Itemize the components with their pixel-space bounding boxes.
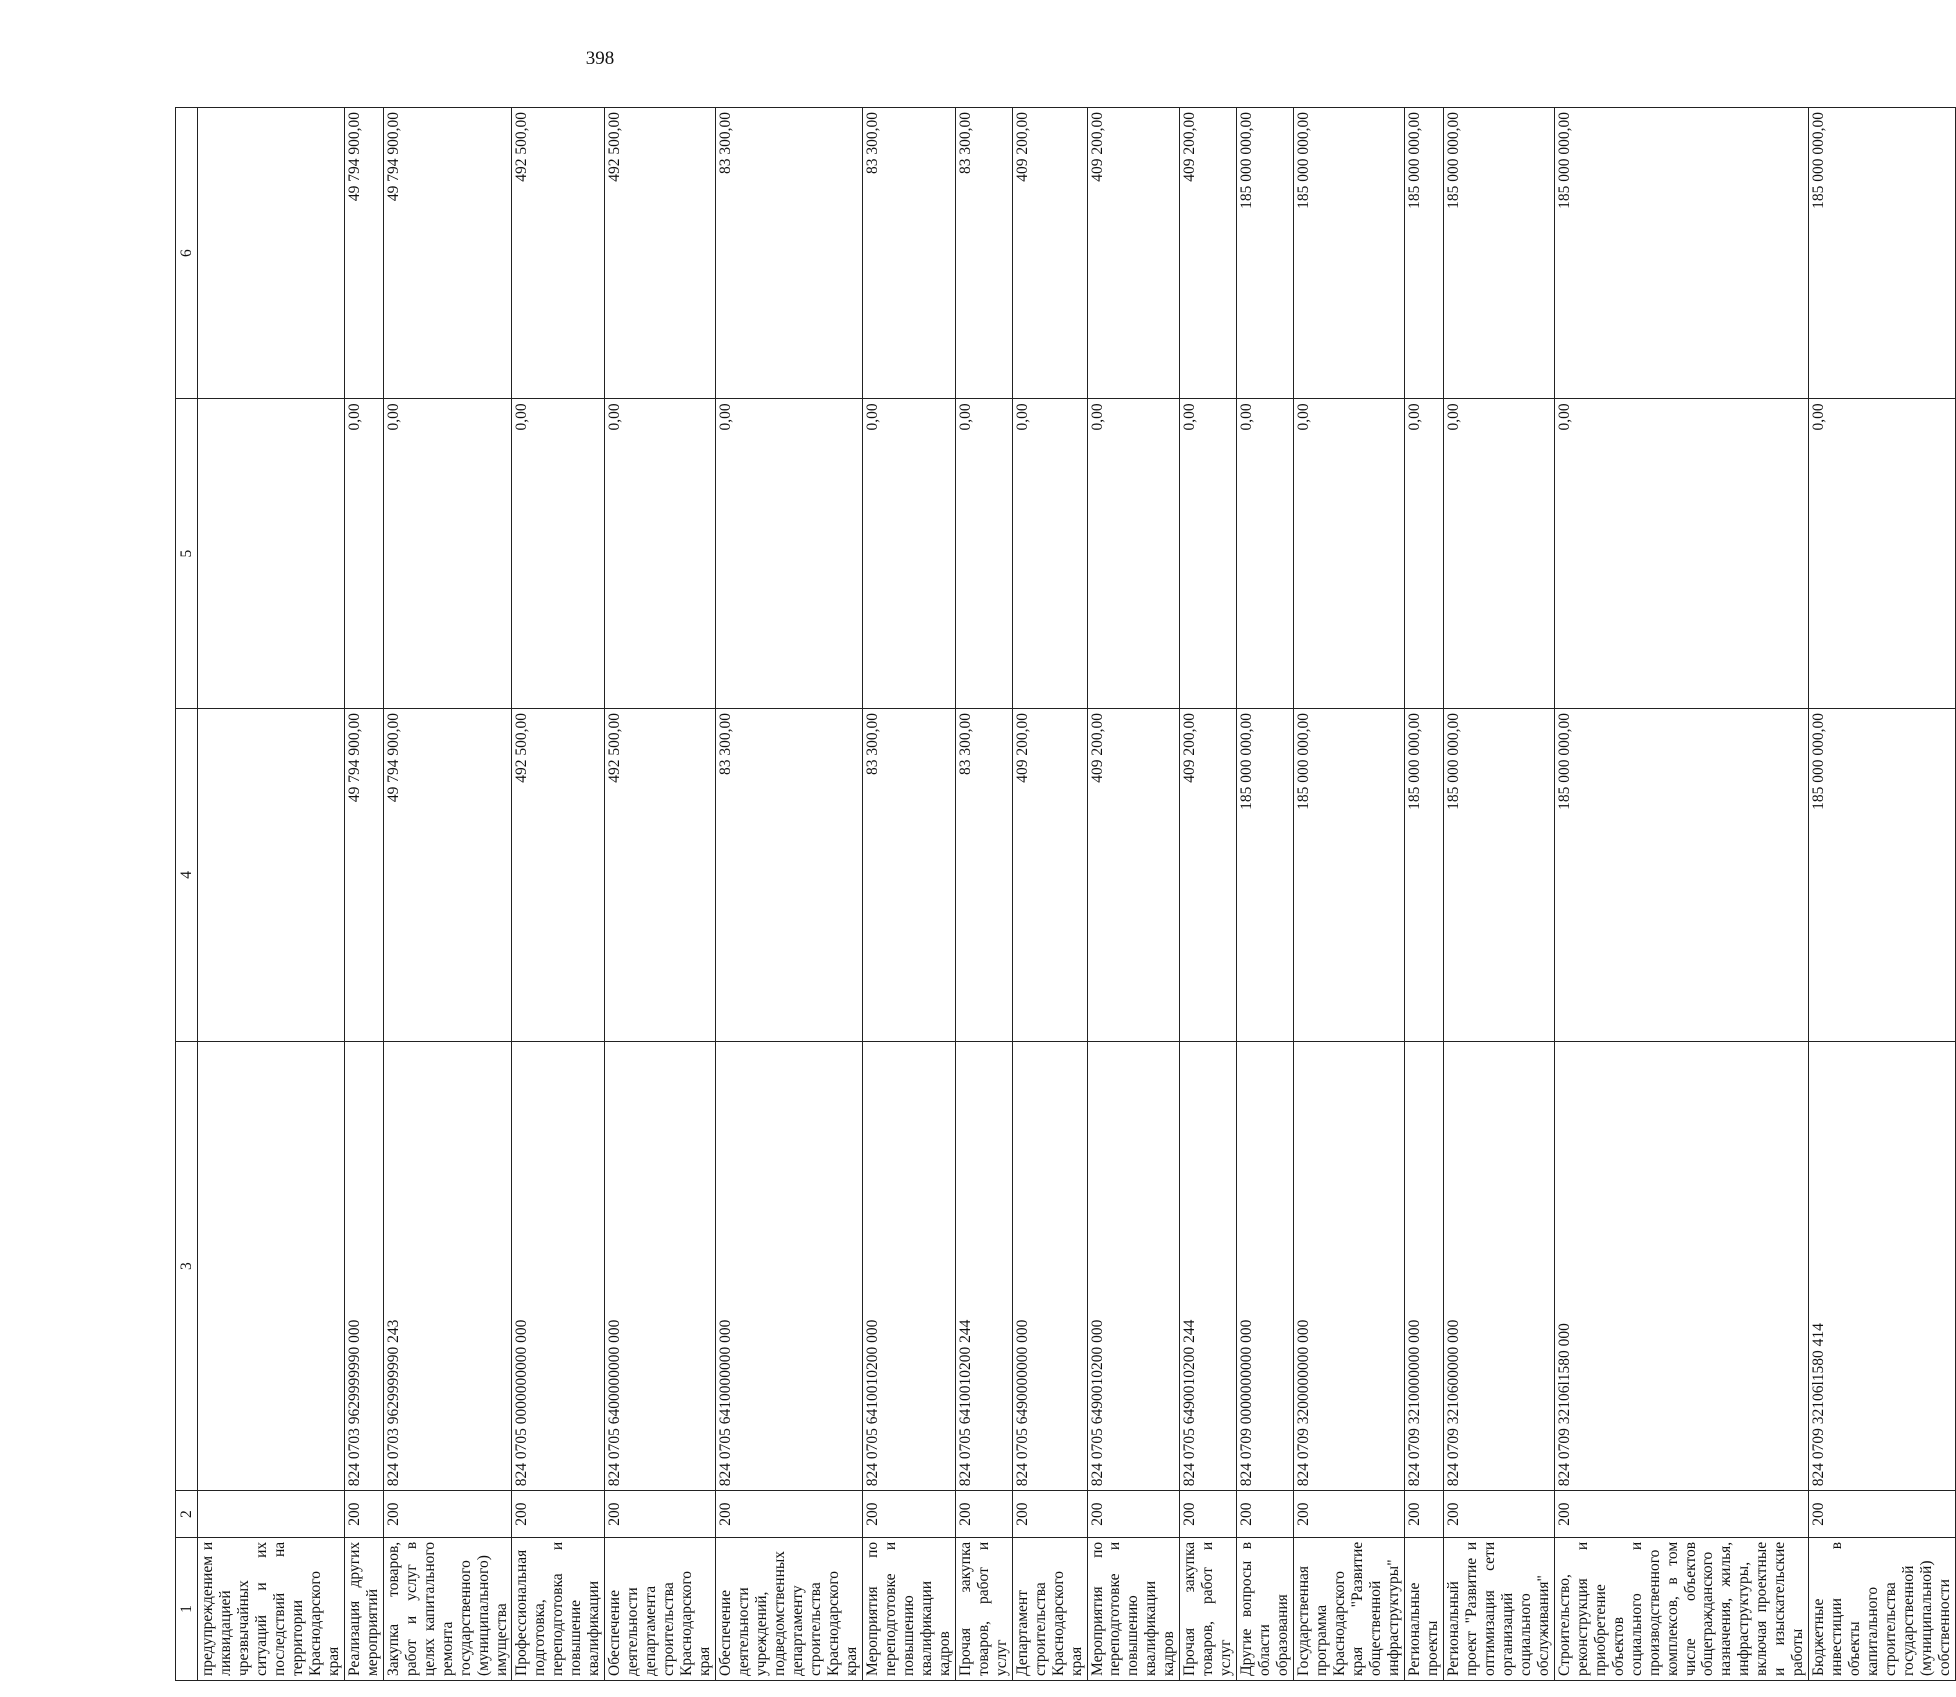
row-kbk: 824 0705 6490000000 000	[1012, 1041, 1087, 1490]
row-amount-col5: 0,00	[1443, 399, 1554, 709]
table-row	[383, 108, 512, 1681]
row-amount-col4: 83 300,00	[955, 708, 1012, 1041]
header-col-5: 5	[176, 399, 198, 709]
table-row	[512, 108, 605, 1681]
row-description: Обеспечение деятельности учреждений, подведомственных департаменту строительства Краснодарского края	[716, 1537, 863, 1680]
row-code: 200	[955, 1491, 1012, 1538]
row-description: Бюджетные инвестиции в объекты капитального строительства государственной (муниципальной) собственности	[1809, 1537, 1956, 1680]
row-amount-col4: 185 000 000,00	[1554, 708, 1809, 1041]
row-amount-col4: 185 000 000,00	[1443, 708, 1554, 1041]
row-amount-col5: 0,00	[1404, 399, 1443, 709]
row-kbk: 824 0705 6490010200 244	[1180, 1041, 1237, 1490]
row-code: 200	[344, 1491, 383, 1538]
header-col-2: 2	[176, 1491, 198, 1538]
row-amount-col6: 492 500,00	[512, 108, 605, 399]
row-description: Реализация других мероприятий	[344, 1537, 383, 1680]
table-row	[1443, 108, 1554, 1681]
row-description: Мероприятия по переподготовке и повышению квалификации кадров	[1087, 1537, 1180, 1680]
row-description: Прочая закупка товаров, работ и услуг	[955, 1537, 1012, 1680]
row-kbk: 824 0705 6410010200 244	[955, 1041, 1012, 1490]
row-amount-col4: 185 000 000,00	[1404, 708, 1443, 1041]
row-amount-col6: 49 794 900,00	[344, 108, 383, 399]
row-amount-col4: 83 300,00	[716, 708, 863, 1041]
row-amount-col5: 0,00	[955, 399, 1012, 709]
table-row	[605, 108, 716, 1681]
row-amount-col5: 0,00	[1180, 399, 1237, 709]
row-amount-col6: 185 000 000,00	[1404, 108, 1443, 399]
page-number: 398	[585, 48, 615, 69]
header-col-6: 6	[176, 108, 198, 399]
table-row	[862, 108, 955, 1681]
row-amount-col4: 409 200,00	[1087, 708, 1180, 1041]
row-kbk: 824 0705 6410000000 000	[716, 1041, 863, 1490]
row-amount-col6: 185 000 000,00	[1809, 108, 1956, 399]
row-description: Закупка товаров, работ и услуг в целях капитального ремонта государственного (муниципального) имущества	[383, 1537, 512, 1680]
row-amount-col4: 185 000 000,00	[1294, 708, 1405, 1041]
row-kbk: 824 0709 3210000000 000	[1404, 1041, 1443, 1490]
table-row	[198, 108, 345, 1681]
table-header-row	[176, 108, 198, 1681]
row-amount-col6: 409 200,00	[1087, 108, 1180, 399]
row-description: Профессиональная подготовка, переподготовка и повышение квалификации	[512, 1537, 605, 1680]
row-code: 200	[1809, 1491, 1956, 1538]
row-code: 200	[512, 1491, 605, 1538]
row-amount-col4: 49 794 900,00	[344, 708, 383, 1041]
row-code: 200	[1443, 1491, 1554, 1538]
row-amount-col4: 185 000 000,00	[1809, 708, 1956, 1041]
row-description: Региональные проекты	[1404, 1537, 1443, 1680]
row-amount-col5: 0,00	[1554, 399, 1809, 709]
row-code: 200	[605, 1491, 716, 1538]
row-amount-col6	[198, 108, 345, 399]
row-amount-col6: 492 500,00	[605, 108, 716, 399]
row-kbk: 824 0705 6400000000 000	[605, 1041, 716, 1490]
row-amount-col6: 185 000 000,00	[1554, 108, 1809, 399]
header-col-4: 4	[176, 708, 198, 1041]
row-amount-col6: 83 300,00	[955, 108, 1012, 399]
row-code: 200	[1180, 1491, 1237, 1538]
rotated-table-frame	[175, 107, 1954, 1681]
row-code: 200	[1404, 1491, 1443, 1538]
row-amount-col5: 0,00	[1237, 399, 1294, 709]
row-amount-col6: 409 200,00	[1180, 108, 1237, 399]
row-amount-col5: 0,00	[512, 399, 605, 709]
row-kbk: 824 0709 3200000000 000	[1294, 1041, 1405, 1490]
budget-table	[175, 107, 1956, 1681]
row-code	[198, 1491, 345, 1538]
row-amount-col6: 83 300,00	[716, 108, 863, 399]
row-kbk: 824 0709 3210600000 000	[1443, 1041, 1554, 1490]
header-col-3: 3	[176, 1041, 198, 1490]
row-amount-col6: 83 300,00	[862, 108, 955, 399]
row-code: 200	[383, 1491, 512, 1538]
row-code: 200	[1012, 1491, 1087, 1538]
row-kbk: 824 0703 9629999990 000	[344, 1041, 383, 1490]
row-kbk: 824 0705 6490010200 000	[1087, 1041, 1180, 1490]
row-amount-col6: 185 000 000,00	[1237, 108, 1294, 399]
row-code: 200	[1294, 1491, 1405, 1538]
row-description: Обеспечение деятельности департамента строительства Краснодарского края	[605, 1537, 716, 1680]
row-amount-col5: 0,00	[716, 399, 863, 709]
row-description: Региональный проект "Развитие и оптимизация сети организаций социального обслуживания"	[1443, 1537, 1554, 1680]
row-amount-col4: 409 200,00	[1012, 708, 1087, 1041]
row-description: Другие вопросы в области образования	[1237, 1537, 1294, 1680]
row-kbk: 824 0709 0000000000 000	[1237, 1041, 1294, 1490]
row-amount-col4	[198, 708, 345, 1041]
row-kbk: 824 0705 6410010200 000	[862, 1041, 955, 1490]
row-amount-col6: 185 000 000,00	[1443, 108, 1554, 399]
row-amount-col4: 492 500,00	[512, 708, 605, 1041]
row-kbk	[198, 1041, 345, 1490]
table-row	[955, 108, 1012, 1681]
row-amount-col6: 409 200,00	[1012, 108, 1087, 399]
row-kbk: 824 0703 9629999990 243	[383, 1041, 512, 1490]
row-amount-col4: 83 300,00	[862, 708, 955, 1041]
row-description: Строительство, реконструкция и приобретение объектов социального и производственного комплексов, в том числе объектов общегражданского назначения, жилья, инфраструктуры, включая проектные и изыскательские работы	[1554, 1537, 1809, 1680]
table-row	[1294, 108, 1405, 1681]
table-row	[1087, 108, 1180, 1681]
table-row	[1554, 108, 1809, 1681]
row-amount-col4: 49 794 900,00	[383, 708, 512, 1041]
row-description: Мероприятия по переподготовке и повышению квалификации кадров	[862, 1537, 955, 1680]
row-kbk: 824 0705 0000000000 000	[512, 1041, 605, 1490]
row-amount-col4: 185 000 000,00	[1237, 708, 1294, 1041]
row-description: предупреждением и ликвидацией чрезвычайных ситуаций и их последствий на территории Краснодарского края	[198, 1537, 345, 1680]
row-amount-col5: 0,00	[1294, 399, 1405, 709]
row-code: 200	[1087, 1491, 1180, 1538]
row-description: Департамент строительства Краснодарского края	[1012, 1537, 1087, 1680]
table-row	[1012, 108, 1087, 1681]
row-code: 200	[716, 1491, 863, 1538]
row-amount-col5: 0,00	[1809, 399, 1956, 709]
row-amount-col4: 492 500,00	[605, 708, 716, 1041]
table-row	[1237, 108, 1294, 1681]
table-row	[1809, 108, 1956, 1681]
row-amount-col5: 0,00	[1012, 399, 1087, 709]
row-description: Государственная программа Краснодарского края "Развитие общественной инфраструктуры"	[1294, 1537, 1405, 1680]
row-amount-col5	[198, 399, 345, 709]
row-description: Прочая закупка товаров, работ и услуг	[1180, 1537, 1237, 1680]
table-row	[344, 108, 383, 1681]
table-row	[1180, 108, 1237, 1681]
header-col-1: 1	[176, 1537, 198, 1680]
table-row	[716, 108, 863, 1681]
table-row	[1404, 108, 1443, 1681]
row-amount-col5: 0,00	[862, 399, 955, 709]
row-code: 200	[862, 1491, 955, 1538]
row-amount-col5: 0,00	[344, 399, 383, 709]
row-kbk: 824 0709 32106l1580 414	[1809, 1041, 1956, 1490]
row-kbk: 824 0709 32106l1580 000	[1554, 1041, 1809, 1490]
row-amount-col6: 49 794 900,00	[383, 108, 512, 399]
row-code: 200	[1554, 1491, 1809, 1538]
row-amount-col6: 185 000 000,00	[1294, 108, 1405, 399]
row-amount-col4: 409 200,00	[1180, 708, 1237, 1041]
row-code: 200	[1237, 1491, 1294, 1538]
row-amount-col5: 0,00	[383, 399, 512, 709]
row-amount-col5: 0,00	[1087, 399, 1180, 709]
row-amount-col5: 0,00	[605, 399, 716, 709]
